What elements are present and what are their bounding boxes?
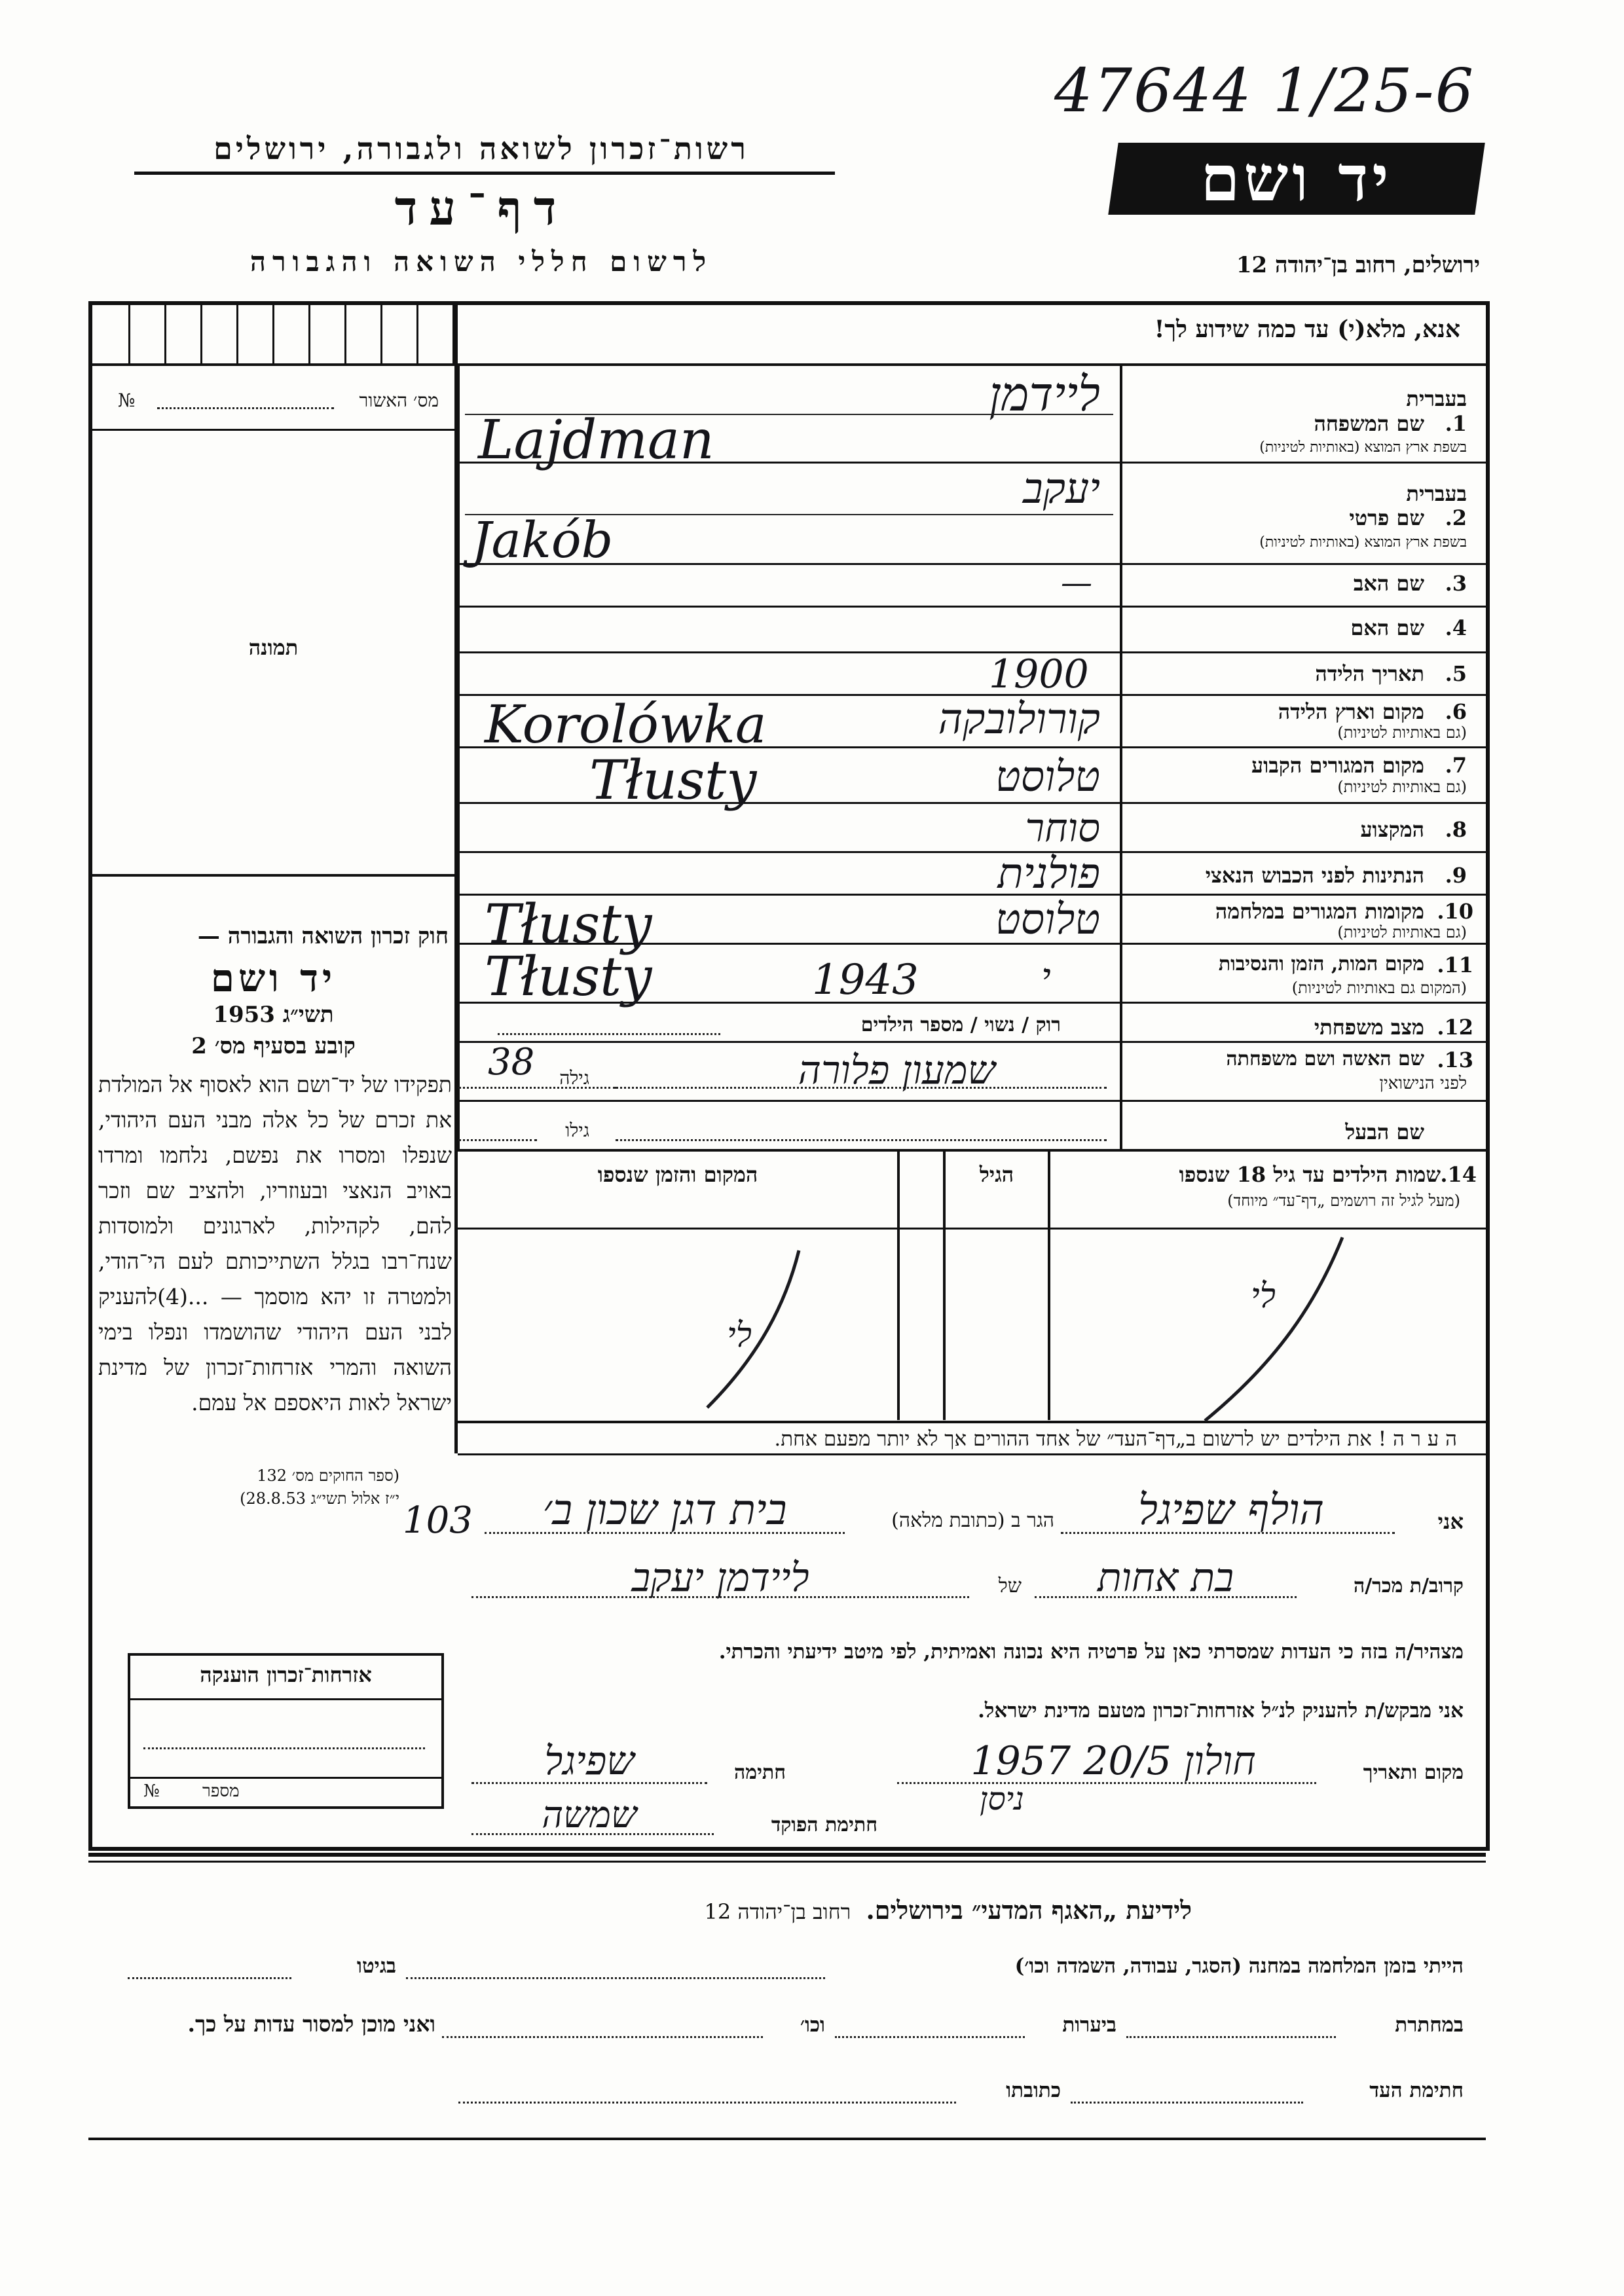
war-residence-hebrew[interactable]: טלוסט [995,896,1100,944]
logo-address: ירושלים, רחוב בן־יהודה 12 [1236,252,1480,278]
citizenship-title: אזרחות־זכרון הוענקה [200,1662,372,1687]
law-year [98,1002,449,1028]
bottom-line1-label: הייתי בזמן המלחמה במחנה (הסגר, עבודה, השמדה וכו׳) [1014,1954,1464,1978]
bottom-heading-row [458,1895,1192,1925]
approval-no: № [118,390,136,411]
birth-date-value[interactable]: 1900 [989,651,1089,697]
bottom-line2-c: וכו׳ [800,2013,825,2037]
children-strike-left [688,1244,819,1414]
decl-of-label: של [998,1575,1022,1597]
field13-label: שם האשה ושם משפחתה [1226,1048,1424,1070]
law-name: יד ושם [210,956,337,1000]
decl-i-label: אני [1437,1509,1464,1534]
bottom-line2-d: ואני מוכן למסור עדות על כך. [187,2011,435,2037]
field1-sub2: בשפת ארץ המוצא (באותיות לטיניות) [1259,439,1467,456]
children-header-age: הגיל [979,1162,1014,1187]
citizenship-number: מספר [202,1781,240,1801]
law-ref1: (ספר החוקים מס׳ 132 [257,1467,399,1485]
field2-sub: בעברית [1406,481,1467,506]
bottom-line2-a: במחתרת [1395,2013,1464,2037]
header-rule [134,172,835,175]
law-text: תפקידו של יד־ושם הוא לאסוף אל המולדת את זכרם של כל אלה מבני העם היהודי, שנפלו ומסרו את נפשם, נלחמו ומרדו באויב הנאצי ובעוזריו, ולהציב שם וזכר להם, לקהילות, לארגונים ולמוסדות שנח־רבו בגלל השתייכותם לעם הי־הודי, ולמטרה זו יהא מוסמך — ...(4)להעניק לבני העם היהודי שהושמדו ונפלו בימי השואה והמרי אזרחות־זכרון של מדינת ישראל לאות היאספם אל עמם. [98,1072,452,1415]
code-boxes [92,305,454,363]
first-name-hebrew[interactable]: יעקב [1022,465,1100,513]
yad-vashem-logo [1108,143,1485,215]
decl-lives-label: הגר ב (כתובת מלאה) [891,1509,1054,1532]
form-title: דף־עד [394,180,568,236]
declarant-name[interactable]: הולף שפיגל [1138,1486,1324,1535]
wife-age-label: גילה [559,1067,589,1089]
children-header-note: (מעל לגיל זה רושמים „דף־עד״ מיוחד) [1227,1192,1460,1210]
field5-label: תאריך הלידה [1315,661,1424,686]
children-header-place: המקום והזמן שנספו [597,1162,758,1187]
children-mark-right: לי [1251,1277,1276,1316]
law-clause: קובע בסעיף מס׳ 2 [191,1033,356,1059]
field12-label: מצב משפחתי [1314,1015,1424,1040]
margin-mark: 103 [403,1499,473,1542]
decl-request: אני מבקש/ת להעניק לנ״ל אזרחות־זכרון מטעם מדינת ישראל. [978,1699,1464,1722]
field13-sub2: לפני הנישואין [1379,1074,1467,1093]
instruction: אנא, מלא(י) עד כמה שידוע לך! [1154,316,1460,343]
field4-num: 4. [1445,615,1467,640]
citizenship-no: № [143,1781,160,1801]
law-ref2: י״ז אלול תשי״ג 28.8.53) [240,1489,399,1508]
form-subtitle: לרשום חללי השואה והגבורה [249,246,713,278]
field9-num: 9. [1445,863,1467,888]
field12-num: 12. [1437,1015,1473,1040]
war-residence-latin[interactable]: Tłusty [485,894,652,956]
field10-label: מקומות המגורים במלחמה [1215,899,1424,924]
field7-label: מקום המגורים הקבוע [1251,753,1424,778]
field7-num: 7. [1445,753,1467,778]
field4-label: שם האם [1350,615,1424,640]
place-date-value[interactable]: חולון 20/5 1957 [970,1738,1256,1784]
signature-value[interactable]: שפיגל [544,1738,635,1784]
field11-sub2: (המקום גם באותיות לטיניות) [1291,979,1467,997]
father-name-value[interactable]: — [1061,564,1092,601]
family-name-latin[interactable]: Lajdman [478,409,714,471]
archive-number: 47644 1/25-6 [1054,56,1475,126]
relation-of-value[interactable]: ליידמן יעקב [631,1555,809,1601]
field7-sub2: (גם באותיות לטיניות) [1337,778,1467,796]
bottom-heading-address: רחוב בן־יהודה 12 [704,1899,851,1924]
birth-place-hebrew[interactable]: קורולובקה [938,695,1100,744]
nationality-value[interactable]: פולנית [997,850,1100,898]
decl-officer-label: חתימת הפוקד [771,1813,877,1836]
death-year-value[interactable]: 1943 [812,956,919,1004]
field10-sub2: (גם באותיות לטיניות) [1337,923,1467,941]
field5-num: 5. [1445,661,1467,686]
field1-sub: בעברית [1406,386,1467,411]
death-mark: י [1041,956,1051,998]
bottom-line1-end: בגיטו [357,1954,396,1978]
death-place-latin[interactable]: Tłusty [485,946,652,1008]
photo-label: תמונה [248,635,299,660]
husband-label: שם הבעל [1345,1120,1424,1144]
field2-sub2: בשפת ארץ המוצא (באותיות לטיניות) [1259,534,1467,551]
law-year-heb: תשי״ג [282,1002,334,1028]
wife-name-value[interactable]: שמעון פלורה [798,1048,995,1093]
field8-label: המקצוע [1360,817,1424,842]
relation-value[interactable]: בת אחות [1097,1555,1234,1601]
children-strike-right [1192,1231,1362,1427]
decl-relation-label: קרוב/ת מכר/ה [1353,1575,1464,1597]
wife-age-value[interactable]: 38 [488,1041,535,1084]
children-header-names: שמות הילדים עד גיל 18 שנספו [1179,1162,1441,1187]
children-note: ה ע ר ה ! את הילדים יש לרשום ב„דף־העד״ של אחד ההורים אך לא יותר מפעם אחת. [774,1427,1457,1451]
field8-num: 8. [1445,817,1467,842]
decl-place-date-label: מקום ותאריך [1363,1761,1464,1784]
field2-num: 2. [1445,505,1467,530]
authority-line: רשות־זכרון לשואה ולגבורה, ירושלים [213,131,749,166]
approval-label: מס׳ האשור [359,390,439,411]
first-name-latin[interactable]: Jakób [471,511,614,569]
field1-num: 1. [1445,411,1467,436]
residence-hebrew[interactable]: טלוסט [995,753,1100,801]
marital-options[interactable]: רוק / נשוי / מספר הילדים [860,1013,1061,1036]
field13-num: 13. [1437,1048,1473,1072]
field11-num: 11. [1437,953,1473,977]
residence-latin[interactable]: Tłusty [589,750,757,812]
officer-signature[interactable]: שמשה [542,1794,637,1836]
decl-statement: מצהיר/ה בזה כי העדות שמסרתי כאן על פרטיה היא נכונה ואמיתית, לפי מיטב ידיעתי והכרתי. [718,1640,1464,1664]
field3-label: שם האב [1353,571,1424,596]
profession-value[interactable]: סוחר [1025,805,1100,851]
field6-num: 6. [1445,699,1467,724]
family-name-hebrew[interactable]: ליידמן [989,367,1100,422]
bottom-line2-b: ביערות [1062,2013,1116,2037]
husband-age-label: גילו [565,1120,589,1141]
law-year-number: 1953 [213,1002,275,1028]
field9-label: הנתינות לפני הכבוש הנאצי [1205,863,1424,888]
bottom-line3-b: כתובתו [1006,2079,1061,2102]
field6-sub2: (גם באותיות לטיניות) [1337,723,1467,742]
bottom-heading: לידיעת „האגף המדעי״ בירושלים. [866,1895,1192,1925]
place-date-extra: ניסן [980,1781,1024,1817]
field1-label: שם המשפחה [1314,411,1424,436]
field2-label: שם פרטי [1349,505,1424,530]
birth-place-latin[interactable]: Korolówka [485,694,767,755]
field10-num: 10. [1437,899,1473,924]
children-num: 14. [1440,1162,1477,1187]
field3-num: 3. [1445,571,1467,596]
logo-text: יד ושם [1200,141,1393,215]
bottom-line3-a: חתימת העד [1369,2079,1464,2102]
children-mark-left: לי [727,1316,752,1355]
citizenship-box [128,1653,444,1809]
field11-label: מקום המות, הזמן והנסיבות [1218,953,1424,975]
field6-label: מקום וארץ הלידה [1278,699,1424,724]
law-title: חוק זכרון השואה והגבורה — [197,923,449,949]
declarant-address[interactable]: בית דגן שכון ב׳ [542,1486,787,1535]
decl-signature-label: חתימה [734,1761,786,1784]
